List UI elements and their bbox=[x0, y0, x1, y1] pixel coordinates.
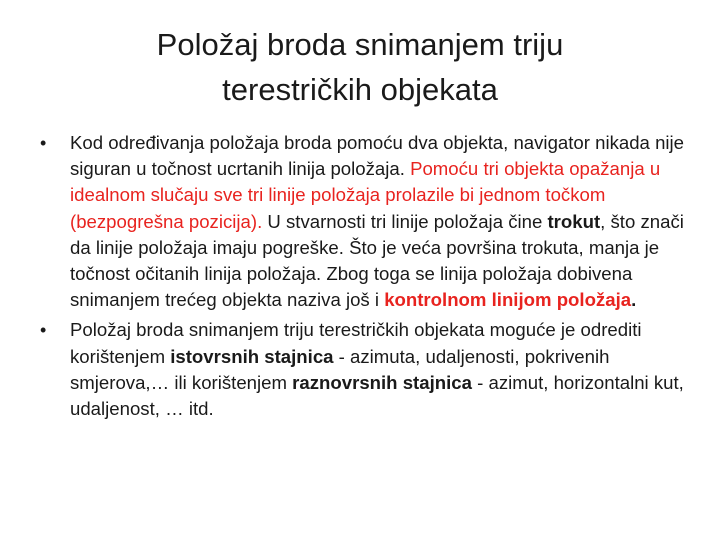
bullet1-bold-trokut: trokut bbox=[547, 210, 601, 232]
bullet1-highlight-red: Pomoću tri objekta opažanja u idealnom slučaju sve tri linije položaja prolazile bi jednom točkom (bezpogrešna pozicija). bbox=[70, 158, 661, 232]
bullet1-bold-red-kontrolnom: kontrolnom linijom položaja bbox=[384, 289, 632, 311]
bullet-icon: • bbox=[40, 320, 47, 341]
bullet-item-2 bbox=[34, 317, 698, 422]
bullet1-text-3: U stvarnosti tri linije položaja čine bbox=[262, 210, 548, 232]
bullet1-text-5: , što znači da linije položaja imaju pogreške. Što je veća površina trokuta, manja je točnost očitanih linija položaja. Zbog toga se linija položaja dobivena snimanjem trećeg objekta naziva još i bbox=[70, 210, 684, 311]
bullet2-text-5: - azimut, horizontalni kut, udaljenost, … itd. bbox=[70, 371, 684, 420]
bullet-item-1 bbox=[34, 130, 698, 313]
bullet-icon: • bbox=[40, 133, 47, 153]
bullet1-text-7: . bbox=[631, 289, 637, 311]
title-line-2: terestričkih objekata bbox=[222, 72, 498, 107]
bullet2-text-3: - azimuta, udaljenosti, pokrivenih smjerova,… ili korištenjem bbox=[70, 345, 610, 393]
bullet2-bold-istovrsnih: istovrsnih stajnica bbox=[170, 345, 334, 367]
slide-title bbox=[40, 22, 680, 112]
title-line-1: Položaj broda snimanjem triju bbox=[156, 27, 564, 62]
bullet2-bold-raznovrsnih: raznovrsnih stajnica bbox=[292, 371, 472, 393]
bullet1-text-1: Kod određivanja položaja broda pomoću dva objekta, navigator nikada nije siguran u točnost ucrtanih linija položaja. bbox=[70, 132, 685, 180]
bullet2-text-1: Položaj broda snimanjem triju terestričkih objekata moguće je odrediti korištenjem bbox=[70, 319, 642, 367]
slide-body bbox=[34, 130, 698, 426]
